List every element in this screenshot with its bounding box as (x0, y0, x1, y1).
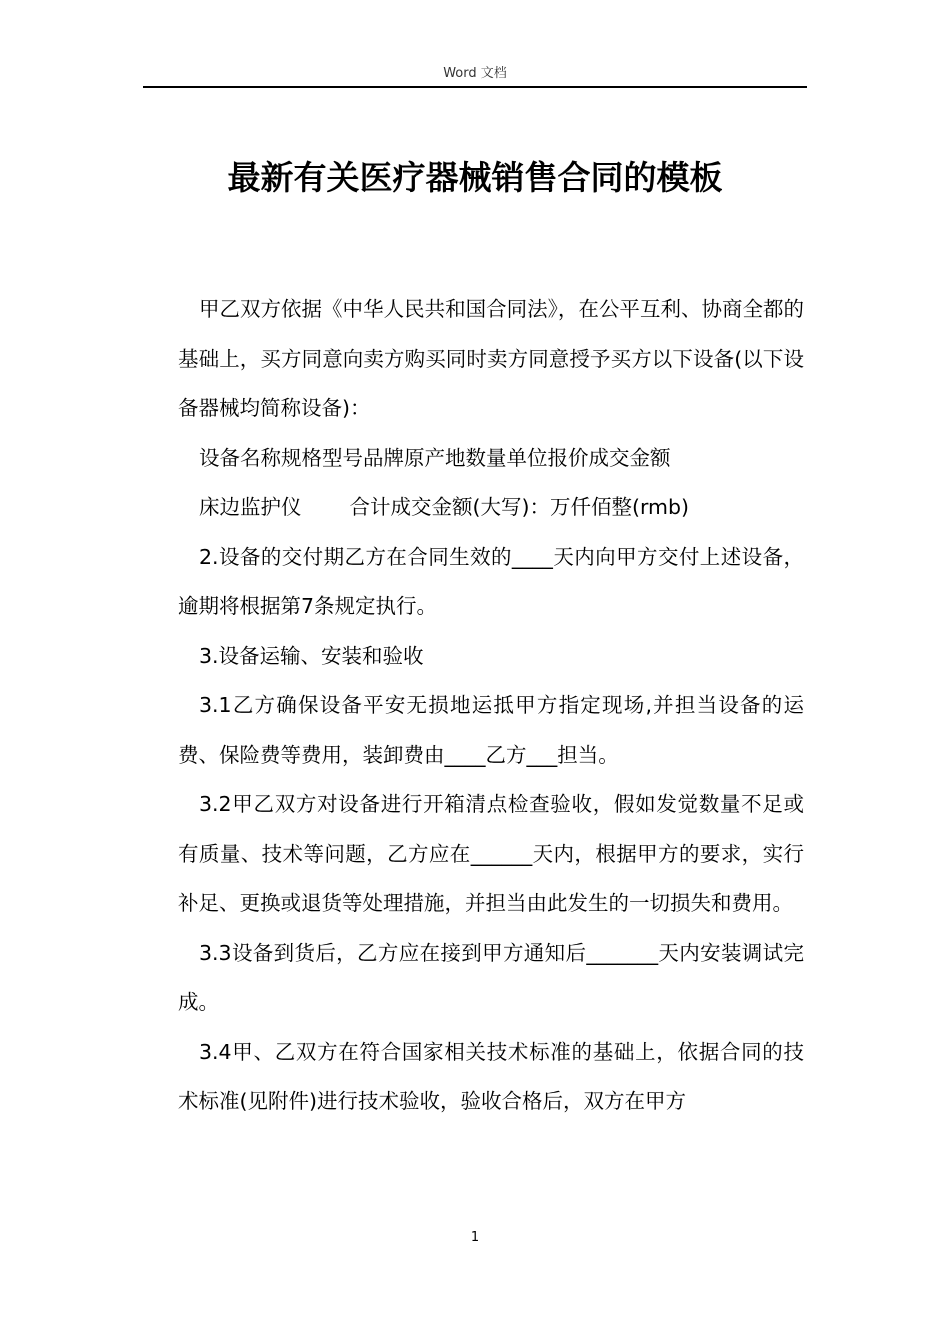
equipment-item-row (178, 483, 804, 533)
clause-3-2: 3.2甲乙双方对设备进行开箱清点检查验收，假如发觉数量不足或有质量、技术等问题，乙方应在______天内，根据甲方的要求，实行补足、更换或退货等处理措施，并担当由此发生的一切损失和费用。 (178, 792, 804, 915)
equipment-item-name: 床边监护仪 (199, 495, 302, 519)
clause-3-3: 3.3设备到货后，乙方应在接到甲方通知后_______天内安装调试完成。 (178, 940, 804, 1014)
clause-3-4: 3.4甲、乙双方在符合国家相关技术标准的基础上，依据合同的技术标准(见附件)进行技术验收，验收合格后，双方在甲方 (178, 1039, 804, 1113)
clause-2: 2.设备的交付期乙方在合同生效的____天内向甲方交付上述设备，逾期将根据第7条规定执行。 (178, 544, 804, 618)
intro-paragraph: 甲乙双方依据《中华人民共和国合同法》，在公平互利、协商全都的基础上，买方同意向卖方购买同时卖方同意授予买方以下设备(以下设备器械均简称设备)： (178, 297, 804, 420)
equipment-total-amount: 合计成交金额(大写)：万仟佰整(rmb) (349, 495, 690, 519)
document-body (178, 285, 804, 1127)
page-number: 1 (470, 1230, 480, 1245)
clause-3: 3.设备运输、安装和验收 (199, 643, 424, 668)
page-header: Word 文档 (443, 66, 507, 81)
document-title: 最新有关医疗器械销售合同的模板 (227, 158, 723, 197)
header-divider (143, 86, 807, 88)
equipment-columns-line: 设备名称规格型号品牌原产地数量单位报价成交金额 (199, 445, 671, 470)
clause-3-1: 3.1乙方确保设备平安无损地运抵甲方指定现场,并担当设备的运费、保险费等费用，装卸费由____乙方___担当。 (178, 693, 804, 767)
